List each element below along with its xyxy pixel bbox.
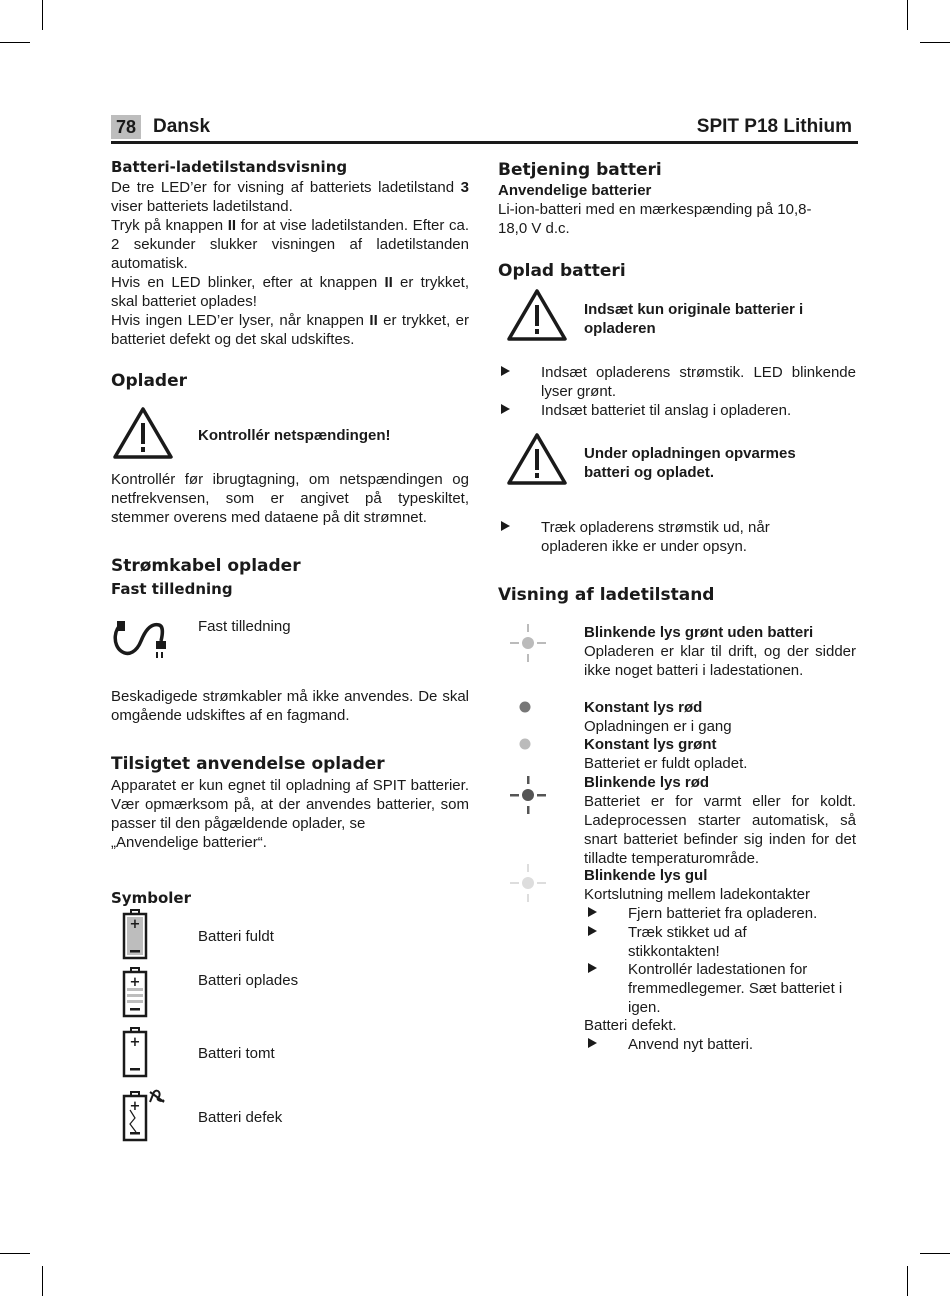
section-body — [111, 178, 469, 349]
product-title: SPIT P18 Lithium — [696, 116, 852, 137]
text: er trykket, er batteriet defekt og det skal udskiftes. — [111, 312, 469, 348]
battery-defect-icon — [122, 1088, 170, 1142]
text: for at vise ladetilstanden. Efter ca. 2 sekunder slukker visningen af ladetilstanden automatisk. — [111, 217, 470, 272]
svg-text:+: + — [129, 1035, 141, 1050]
section-heading: Tilsigtet anvendelse oplader — [111, 754, 385, 774]
crop-mark — [920, 42, 950, 43]
crop-mark — [42, 0, 43, 30]
text-bold: 3 — [460, 179, 469, 196]
step-text: Træk opladerens strømstik ud, når opladeren ikke er under opsyn. — [541, 519, 770, 555]
step-text: Kontrollér ladestationen for fremmedlegemer. Sæt batteriet i igen. — [628, 961, 843, 1016]
paragraph: Beskadigede strømkabler må ikke anvendes. De skal omgående udskiftes af en fagmand. — [111, 688, 469, 724]
svg-text:+: + — [129, 975, 141, 990]
led-blink-dark-icon — [508, 774, 548, 816]
symbol-label: Batteri fuldt — [198, 928, 274, 945]
paragraph: „Anvendelige batterier“. — [111, 834, 267, 851]
led-constant-light-icon — [515, 734, 535, 754]
crop-mark — [0, 1253, 30, 1254]
text: Hvis en LED blinker, efter at knappen — [111, 274, 385, 291]
warning-icon — [112, 406, 174, 460]
led-text: Batteriet er fuldt opladet. — [584, 755, 748, 772]
text: Hvis ingen LED’er lyser, når knappen — [111, 312, 370, 329]
svg-text:+: + — [129, 1099, 141, 1114]
section-heading: Symboler — [111, 889, 191, 907]
warning-icon — [506, 288, 568, 342]
crop-mark — [907, 1266, 908, 1296]
section-heading: Oplad batteri — [498, 261, 626, 281]
section-body — [111, 470, 469, 527]
icon-label: Fast tilledning — [198, 618, 291, 635]
paragraph: Li-ion-batteri med en mærkespænding på 10,8-18,0 V d.c. — [498, 201, 812, 237]
page-number: 78 — [111, 115, 141, 139]
bullet-arrow-icon — [588, 1038, 597, 1048]
bullet-arrow-icon — [501, 366, 510, 376]
led-title: Blinkende lys rød — [584, 774, 710, 791]
subheading: Anvendelige batterier — [498, 182, 652, 199]
led-text: Opladeren er klar til drift, og der sidder ikke noget batteri i ladestationen. — [584, 643, 856, 679]
crop-mark — [42, 1266, 43, 1296]
section-heading: Strømkabel oplader — [111, 556, 301, 576]
warning-text: Kontrollér netspændingen! — [198, 427, 391, 444]
svg-text:+: + — [129, 917, 141, 932]
led-title: Blinkende lys gul — [584, 867, 708, 884]
section-body — [111, 687, 469, 725]
bullet-arrow-icon — [588, 907, 597, 917]
led-constant-dark-icon — [515, 697, 535, 717]
symbol-label: Batteri oplades — [198, 972, 299, 989]
section-heading: Visning af ladetilstand — [498, 585, 715, 605]
led-text: Opladningen er i gang — [584, 718, 732, 735]
battery-full-icon — [122, 908, 148, 960]
text: Tryk på knappen — [111, 217, 228, 234]
paragraph: Apparatet er kun egnet til opladning af SPIT batterier. Vær opmærksom på, at der anvendes batterier, som passer til den pågældende oplader, se — [111, 777, 469, 832]
step-text: Træk stikket ud af stikkontakten! — [628, 924, 747, 960]
power-cord-icon — [111, 615, 171, 661]
led-text: Batteri defekt. — [584, 1017, 677, 1034]
battery-empty-icon — [122, 1026, 148, 1078]
text: viser batteriets ladetilstand. — [111, 198, 293, 215]
subheading: Fast tilledning — [111, 580, 233, 598]
section-heading: Oplader — [111, 371, 188, 391]
section-body — [111, 776, 469, 852]
bullet-arrow-icon — [501, 521, 510, 531]
warning-text: Indsæt kun originale batterier i opladeren — [584, 301, 804, 337]
language-label: Dansk — [153, 116, 211, 137]
warning-text: Under opladningen opvarmes batteri og opladet. — [584, 445, 796, 481]
step-text: Anvend nyt batteri. — [628, 1036, 754, 1053]
text-bold: II — [369, 312, 378, 329]
section-heading: Batteri-ladetilstandsvisning — [111, 158, 348, 176]
symbol-label: Batteri tomt — [198, 1045, 275, 1062]
led-text: Batteriet er for varmt eller for koldt. Ladeprocessen starter automatisk, så snart batteriet befinder sig inden for det tilladte temperaturområde. — [584, 793, 856, 867]
led-title: Konstant lys rød — [584, 699, 703, 716]
section-heading: Betjening batteri — [498, 160, 662, 180]
crop-mark — [920, 1253, 950, 1254]
led-blink-faint-icon — [508, 862, 548, 904]
symbol-label: Batteri defek — [198, 1109, 283, 1126]
crop-mark — [907, 0, 908, 30]
battery-charging-icon — [122, 966, 148, 1018]
bullet-arrow-icon — [501, 404, 510, 414]
led-text: Kortslutning mellem ladekontakter — [584, 886, 810, 903]
bullet-arrow-icon — [588, 963, 597, 973]
led-blink-light-icon — [508, 622, 548, 664]
text: er trykket, skal batteriet oplades! — [111, 274, 469, 310]
warning-icon — [506, 432, 568, 486]
step-text: Fjern batteriet fra opladeren. — [628, 905, 818, 922]
led-title: Konstant lys grønt — [584, 736, 717, 753]
text: De tre LED’er for visning af batteriets ladetilstand — [111, 179, 455, 196]
page-header — [111, 112, 858, 144]
paragraph: Kontrollér før ibrugtagning, om netspændingen og netfrekvensen, som er angivet på typeskiltet, stemmer overens med dataene på dit strømnet. — [111, 471, 469, 526]
led-title: Blinkende lys grønt uden batteri — [584, 624, 814, 641]
bullet-arrow-icon — [588, 926, 597, 936]
step-text: Indsæt opladerens strømstik. LED blinkende lyser grønt. — [541, 364, 856, 400]
text-bold: II — [227, 217, 237, 234]
step-text: Indsæt batteriet til anslag i opladeren. — [541, 402, 792, 419]
section-body — [498, 200, 818, 238]
text-bold: II — [384, 274, 393, 291]
crop-mark — [0, 42, 30, 43]
